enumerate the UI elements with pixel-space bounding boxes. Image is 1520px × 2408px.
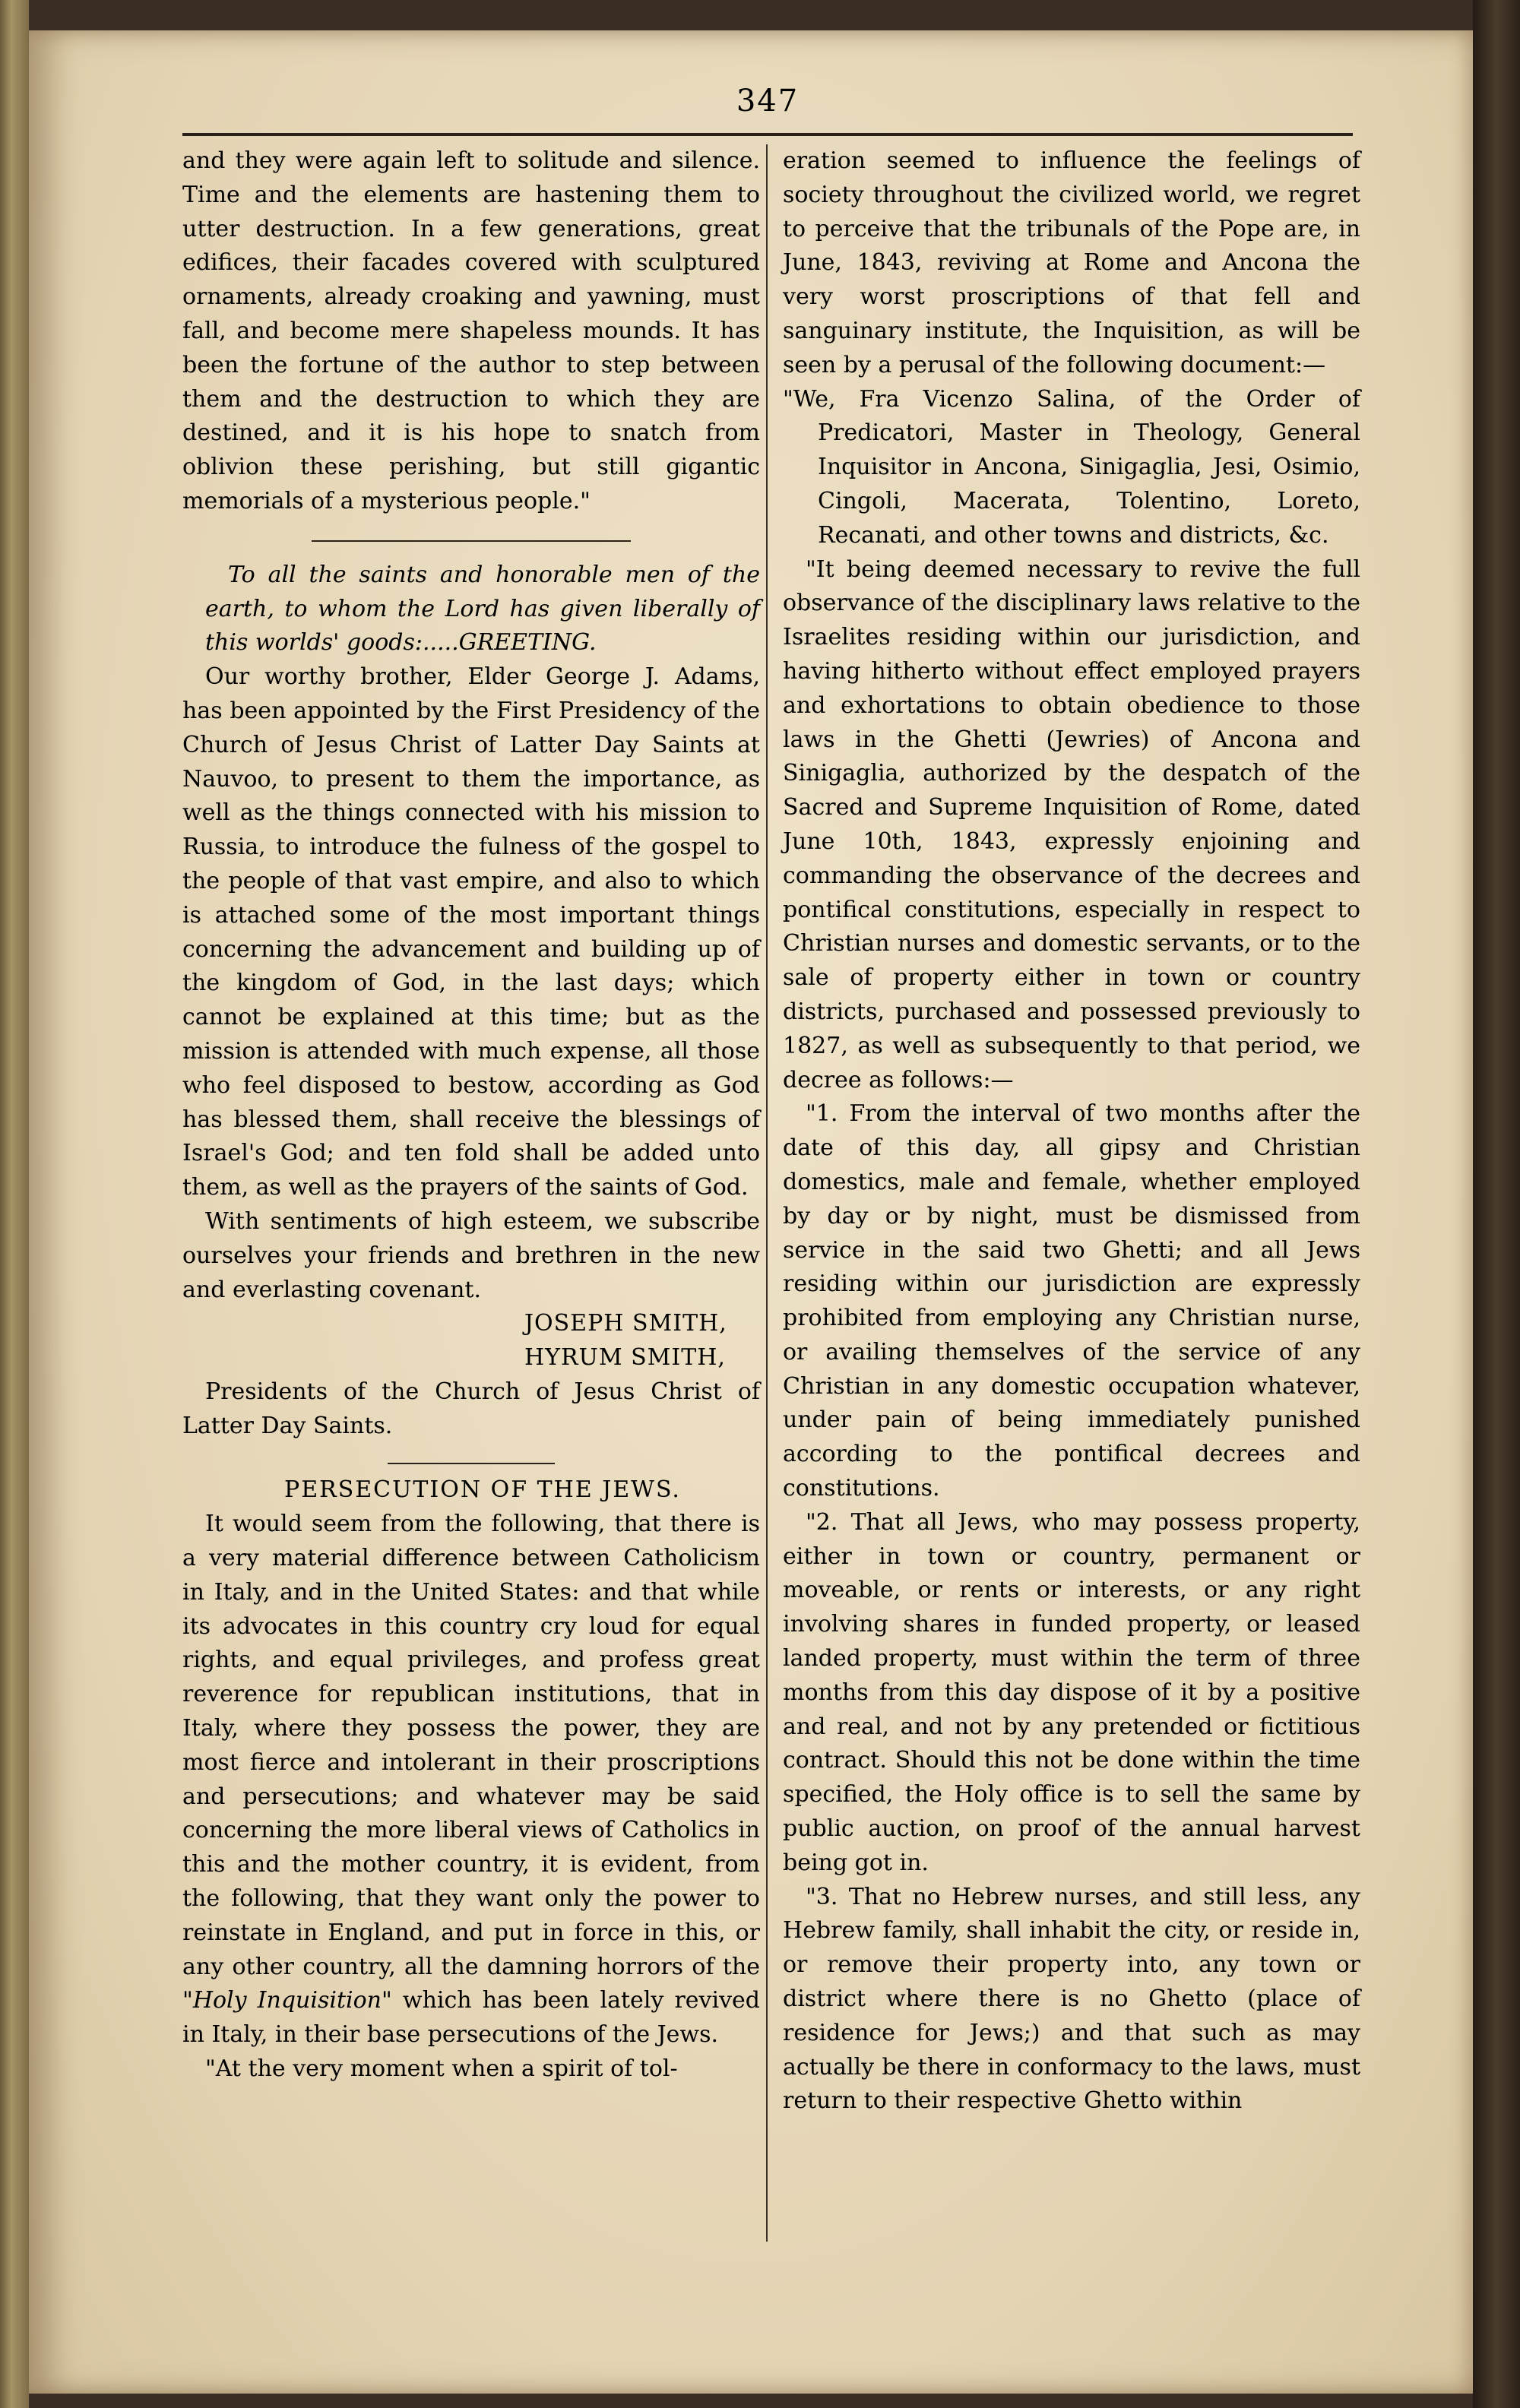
right-column	[783, 144, 1360, 2118]
greeting-heading: To all the saints and honorable men of the earth, to whom the Lord has given liberally of this worlds' goods:.....GREETING.	[205, 561, 760, 657]
column-divider	[766, 144, 768, 2242]
book-binding-edge	[0, 0, 29, 2408]
decree-opening: "We, Fra Vicenzo Salina, of the Order of Predicatori, Master in Theology, General Inquisitor in Ancona, Sinigaglia, Jesi, Osimio, Cingoli, Macerata, Tolentino, Loreto, Recanati, and other towns and districts, &c.	[783, 385, 1360, 549]
decree-article-3: "3. That no Hebrew nurses, and still less, any Hebrew family, shall inhabit the city, or reside in, or remove their property into, any town or district where there is no Ghetto (place of residence for Jews;) and that such as may actually be there in conformacy to the laws, must return to their respective Ghetto within	[783, 1883, 1360, 2115]
header-rule	[182, 133, 1353, 136]
signature-hyrum-smith: HYRUM SMITH,	[524, 1344, 726, 1372]
greeting-closing: With sentiments of high esteem, we subscribe ourselves your friends and brethren in the new and everlasting covenant.	[182, 1207, 760, 1303]
persecution-text-a: It would seem from the following, that there is a very material difference between Catholicism in Italy, and in the United States: and that while its advocates in this country cry loud for equal rights, and equal privileges, and profess great reverence for republican institutions, that in Italy, where they possess the power, they are most fierce and intolerant in their proscriptions and persecutions; and whatever may be said concerning the more liberal views of Catholics in this and the mother country, it is evident, from the following, that they want only the power to reinstate in England, and put in force in this, or any other country, all the damning horrors of the "	[182, 1511, 760, 2014]
intro-paragraph: and they were again left to solitude and silence. Time and the elements are hastening them to utter destruction. In a few generations, great edifices, their facades covered with sculptured ornaments, already croaking and yawning, must fall, and become mere shapeless mounds. It has been the fortune of the author to step between them and the destruction to which they are destined, and it is his hope to snatch from oblivion these perishing, but still gigantic memorials of a mysterious people."	[182, 147, 760, 514]
greeting-body: Our worthy brother, Elder George J. Adams, has been appointed by the First Presidency of the Church of Jesus Christ of Latter Day Saints at Nauvoo, to present to them the importance, as well as the things connected with his mission to Russia, to introduce the fulness of the gospel to the people of that vast empire, and also to which is attached some of the most important things concerning the advancement and building up of the kingdom of God, in the last days; which cannot be explained at this time; but as the mission is attended with much expense, all those who feel disposed to bestow, according as God has blessed them, shall receive the blessings of Israel's God; and ten fold shall be added unto them, as well as the prayers of the saints of God.	[182, 663, 760, 1201]
continuation-paragraph: eration seemed to influence the feelings of society throughout the civilized world, we regret to perceive that the tribunals of the Pope are, in June, 1843, reviving at Rome and Ancona the very worst proscriptions of that fell and sanguinary institute, the Inquisition, as will be seen by a perusal of the following document:—	[783, 147, 1360, 378]
holy-inquisition-phrase: Holy Inquisition	[192, 1987, 382, 2014]
left-column	[182, 144, 760, 2087]
section-divider	[312, 540, 631, 542]
title-divider	[388, 1463, 555, 1464]
page-number: 347	[736, 84, 800, 119]
persecution-text-b: " which has been lately revived in Italy, in their base persecutions of the Jews.	[182, 1987, 760, 2049]
signature-title: Presidents of the Church of Jesus Christ of Latter Day Saints.	[182, 1378, 760, 1439]
decree-article-1: "1. From the interval of two months after the date of this day, all gipsy and Christian domestics, male and female, whether employed by day or by night, must be dismissed from service in the said two Ghetti; and all Jews residing within our jurisdiction are expressly prohibited from employing any Christian nurse, or availing themselves of the service of any Christian in any domestic occupation whatever, under pain of being immediately punished according to the pontifical decrees and constitutions.	[783, 1100, 1360, 1502]
decree-article-2: "2. That all Jews, who may possess property, either in town or country, permanent or moveable, or rents or interests, or any right involving shares in funded property, or leased landed property, must within the term of three months from this day dispose of it by a positive and real, and not by any pretended or fictitious contract. Should this not be done within the time specified, the Holy office is to sell the same by public auction, on proof of the annual harvest being got in.	[783, 1508, 1360, 1876]
signature-joseph-smith: JOSEPH SMITH,	[524, 1310, 727, 1337]
persecution-paragraph-2: "At the very moment when a spirit of tol-	[205, 2055, 678, 2083]
section-title: PERSECUTION OF THE JEWS.	[284, 1476, 681, 1504]
decree-preamble: "It being deemed necessary to revive the full observance of the disciplinary laws relative to the Israelites residing within our jurisdiction, and having hitherto without effect employed prayers and exhortations to obtain obedience to those laws in the Ghetti (Jewries) of Ancona and Sinigaglia, authorized by the despatch of the Sacred and Supreme Inquisition of Rome, dated June 10th, 1843, expressly enjoining and commanding the observance of the decrees and pontifical constitutions, especially in respect to Christian nurses and domestic servants, or to the sale of property either in town or country districts, purchased and possessed previously to 1827, as well as subsequently to that period, we decree as follows:—	[783, 555, 1360, 1093]
facing-page-edge	[1473, 0, 1520, 2408]
persecution-paragraph-1	[182, 1508, 760, 2052]
